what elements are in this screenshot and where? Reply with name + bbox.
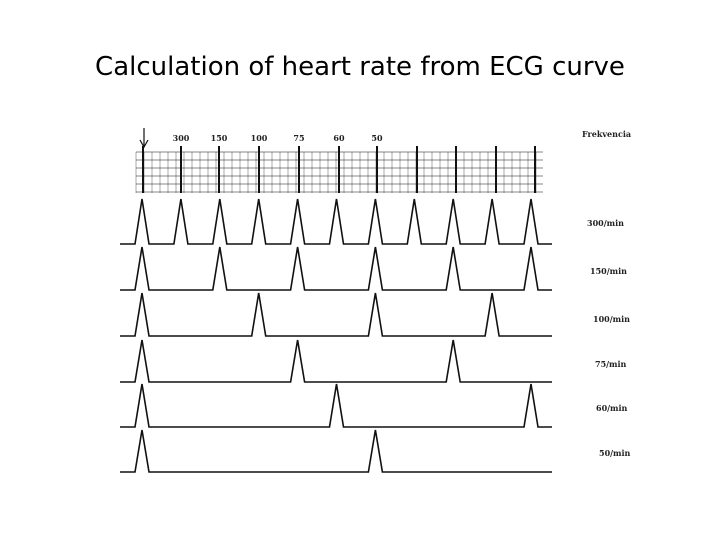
rate-label: 60/min [596, 403, 628, 413]
rate-label: 75/min [595, 359, 627, 369]
ecg-trace [120, 247, 552, 290]
scale-mark: 50 [371, 133, 383, 143]
start-arrow-icon [140, 128, 148, 147]
rate-labels [587, 218, 631, 458]
scale-mark: 75 [293, 133, 305, 143]
rate-label: 300/min [587, 218, 624, 228]
ecg-trace [120, 293, 552, 336]
ecg-grid-paper [136, 146, 543, 193]
rate-label: 150/min [590, 266, 627, 276]
scale-mark: 300 [172, 133, 190, 143]
frequency-header: Frekvencia [582, 129, 632, 139]
ecg-trace [120, 384, 552, 427]
ecg-traces [120, 199, 552, 472]
ecg-trace [120, 430, 552, 472]
scale-mark: 100 [250, 133, 268, 143]
scale-mark: 60 [333, 133, 345, 143]
rate-label: 50/min [599, 448, 631, 458]
ecg-trace [120, 199, 552, 244]
scale-mark: 150 [210, 133, 228, 143]
rate-scale-labels [173, 133, 383, 143]
rate-label: 100/min [593, 314, 630, 324]
slide-title: Calculation of heart rate from ECG curve [95, 52, 625, 82]
ecg-trace [120, 340, 552, 382]
